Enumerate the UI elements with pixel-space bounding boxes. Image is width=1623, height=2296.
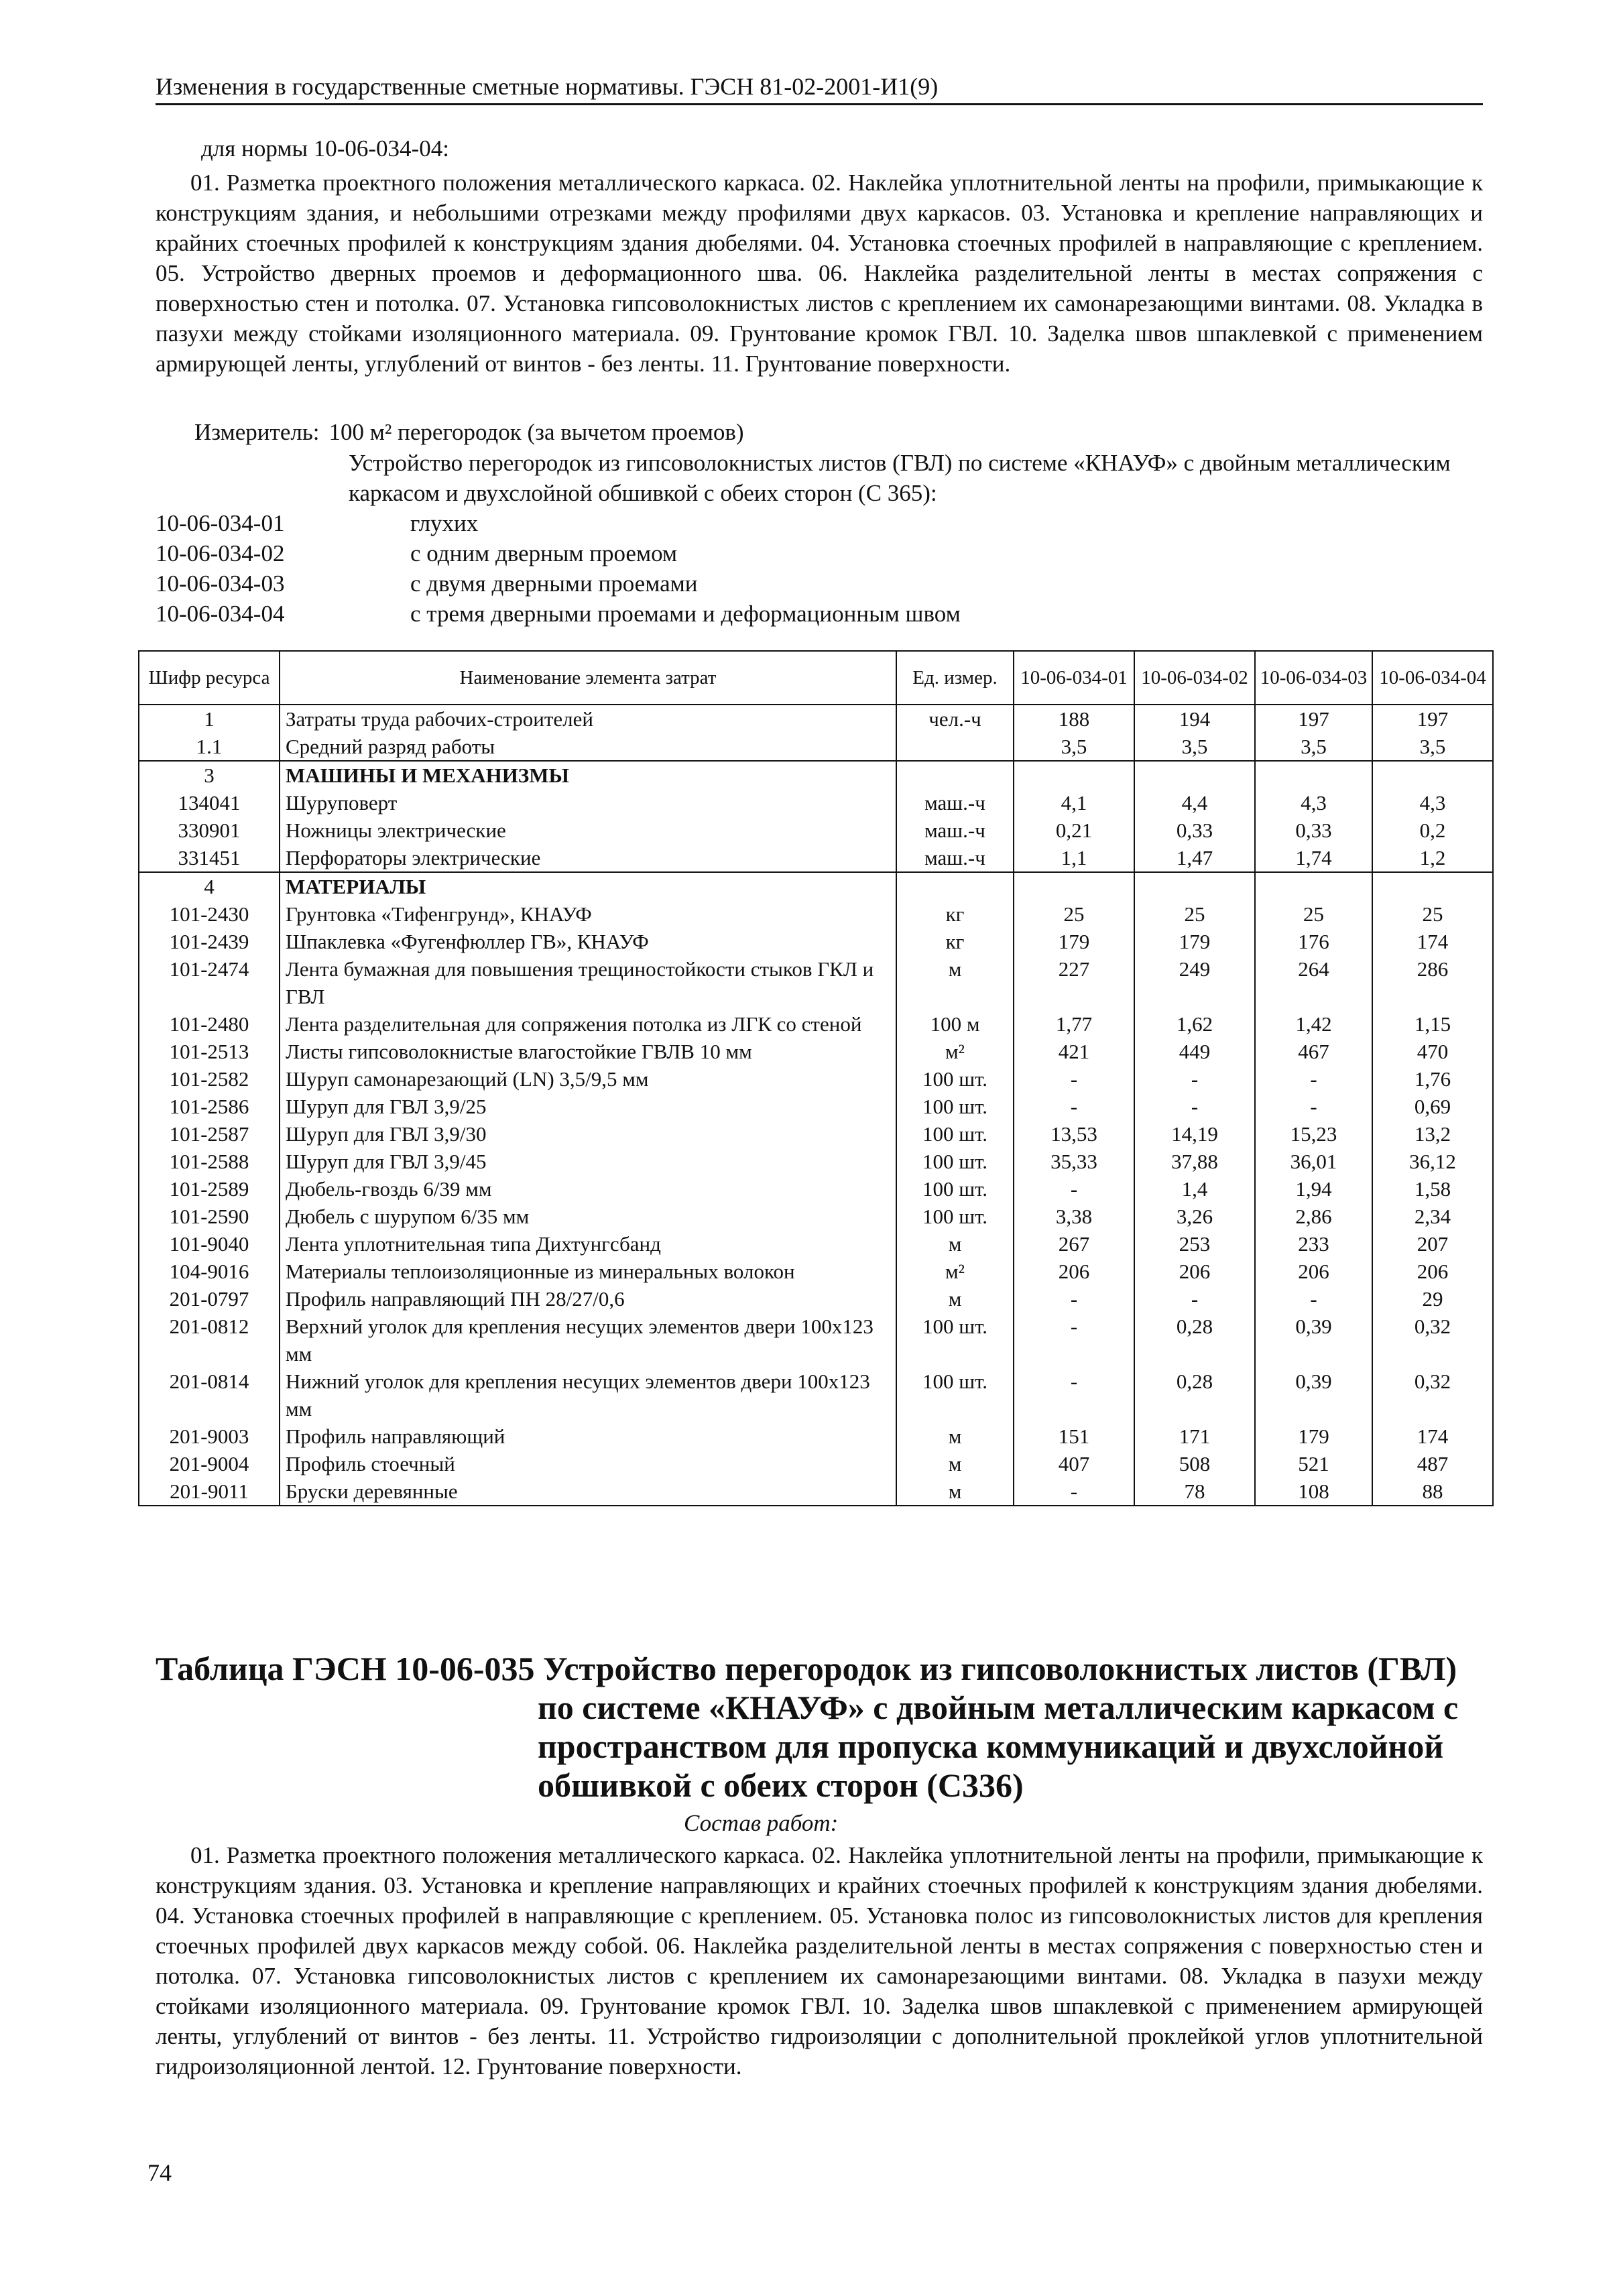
table-row — [139, 900, 1493, 928]
table-title-line-1: Таблица ГЭСН 10-06-035 Устройство перегородок из гипсоволокнистых листов (ГВЛ) — [156, 1650, 1457, 1687]
norm-value-cell: 179 — [1134, 928, 1255, 955]
resource-name-cell: Материалы теплоизоляционные из минеральных волокон — [280, 1258, 896, 1285]
table-row — [139, 1065, 1493, 1093]
norm-value-cell: 227 — [1014, 955, 1134, 1010]
resource-name-cell: Шуруп для ГВЛ 3,9/25 — [280, 1093, 896, 1120]
unit-cell: кг — [896, 928, 1014, 955]
norm-value-cell: 0,39 — [1255, 1368, 1372, 1423]
unit-cell — [896, 761, 1014, 789]
header-norm-2: 10-06-034-02 — [1134, 651, 1255, 705]
unit-cell: 100 шт. — [896, 1120, 1014, 1148]
norm-value-cell: - — [1255, 1065, 1372, 1093]
norm-value-cell: - — [1255, 1285, 1372, 1313]
unit-cell: м — [896, 1450, 1014, 1477]
resource-name-cell: Шуруповерт — [280, 789, 896, 817]
table-row — [139, 761, 1493, 789]
work-composition-text: 01. Разметка проектного положения металлического каркаса. 02. Наклейка уплотнительной ленты на профили, примыкающие к конструкциям здания, и небольшими отрезками между профилями двух каркасов. 03. Установка и крепление направляющих и крайних стоечных профилей к конструкциям здания дюбелями. 04. Установка стоечных профилей в направляющие с креплением. 05. Устройство дверных проемов и деформационного шва. 06. Наклейка разделительной ленты в местах сопряжения с поверхностью стен и потолка. 07. Установка гипсоволокнистых листов с креплением их самонарезающими винтами. 08. Укладка в пазухи между стойками изоляционного материала. 09. Грунтование кромок ГВЛ. 10. Заделка швов шпаклевкой с применением армирующей ленты, углублений от винтов - без ленты. 11. Грунтование поверхности. — [156, 170, 1483, 377]
unit-cell: маш.-ч — [896, 844, 1014, 872]
unit-cell: 100 шт. — [896, 1368, 1014, 1423]
norm-value-cell: 249 — [1134, 955, 1255, 1010]
norm-value-cell: 1,4 — [1134, 1175, 1255, 1203]
norm-value-cell: 470 — [1372, 1038, 1493, 1065]
norm-value-cell: 88 — [1372, 1477, 1493, 1506]
norm-value-cell: 151 — [1014, 1423, 1134, 1450]
norm-value-cell: 467 — [1255, 1038, 1372, 1065]
resource-name-cell: Перфораторы электрические — [280, 844, 896, 872]
norm-value-cell: 25 — [1255, 900, 1372, 928]
norm-value-cell: 0,39 — [1255, 1313, 1372, 1368]
unit-cell: 100 шт. — [896, 1175, 1014, 1203]
norm-variant-name: глухих — [410, 510, 479, 536]
norm-code-item — [156, 538, 1483, 568]
norm-value-cell: 233 — [1255, 1230, 1372, 1258]
norm-value-cell: 197 — [1372, 705, 1493, 733]
norm-value-cell: 1,42 — [1255, 1010, 1372, 1038]
resource-code-cell: 101-2589 — [139, 1175, 280, 1203]
norm-value-cell: - — [1014, 1285, 1134, 1313]
norm-value-cell: 286 — [1372, 955, 1493, 1010]
norm-value-cell: 1,74 — [1255, 844, 1372, 872]
table-row — [139, 1230, 1493, 1258]
norm-value-cell: - — [1014, 1368, 1134, 1423]
table-title — [156, 1649, 1483, 1805]
measure-line — [194, 419, 744, 446]
norm-value-cell: 78 — [1134, 1477, 1255, 1506]
header-name: Наименование элемента затрат — [280, 651, 896, 705]
norm-value-cell: 108 — [1255, 1477, 1372, 1506]
norm-value-cell: - — [1014, 1065, 1134, 1093]
table-row — [139, 1258, 1493, 1285]
resource-code-cell: 101-2430 — [139, 900, 280, 928]
measure-value: 100 м² перегородок (за вычетом проемов) — [328, 419, 744, 445]
resource-name-cell: Нижний уголок для крепления несущих элементов двери 100х123 мм — [280, 1368, 896, 1423]
resource-name-cell: Дюбель-гвоздь 6/39 мм — [280, 1175, 896, 1203]
norm-value-cell: 0,33 — [1255, 817, 1372, 844]
unit-cell: 100 м — [896, 1010, 1014, 1038]
resource-code-cell: 101-2474 — [139, 955, 280, 1010]
norm-value-cell: 25 — [1134, 900, 1255, 928]
unit-cell: м² — [896, 1038, 1014, 1065]
table-row — [139, 705, 1493, 733]
resource-code-cell: 201-0814 — [139, 1368, 280, 1423]
norm-value-cell: 36,01 — [1255, 1148, 1372, 1175]
norm-code: 10-06-034-03 — [156, 570, 285, 597]
norm-value-cell: 1,58 — [1372, 1175, 1493, 1203]
norm-value-cell: - — [1134, 1065, 1255, 1093]
table-row — [139, 1368, 1493, 1423]
resource-name-cell: Листы гипсоволокнистые влагостойкие ГВЛВ 10 мм — [280, 1038, 896, 1065]
norm-value-cell: 0,33 — [1134, 817, 1255, 844]
unit-cell: м — [896, 1230, 1014, 1258]
norm-code: 10-06-034-04 — [156, 601, 285, 627]
unit-cell: 100 шт. — [896, 1093, 1014, 1120]
resource-name-cell: Дюбель с шурупом 6/35 мм — [280, 1203, 896, 1230]
norm-value-cell: 1,15 — [1372, 1010, 1493, 1038]
resource-code-cell: 101-2586 — [139, 1093, 280, 1120]
norm-value-cell: 407 — [1014, 1450, 1134, 1477]
resource-name-cell: Ножницы электрические — [280, 817, 896, 844]
norm-value-cell: - — [1014, 1093, 1134, 1120]
resource-code-cell: 104-9016 — [139, 1258, 280, 1285]
unit-cell: чел.-ч — [896, 705, 1014, 733]
resource-code-cell: 101-2588 — [139, 1148, 280, 1175]
norm-value-cell: 521 — [1255, 1450, 1372, 1477]
table-row — [139, 1120, 1493, 1148]
resource-code-cell: 4 — [139, 872, 280, 900]
norm-value-cell: 13,53 — [1014, 1120, 1134, 1148]
norm-value-cell: 3,26 — [1134, 1203, 1255, 1230]
norm-value-cell — [1014, 761, 1134, 789]
norm-value-cell: 2,34 — [1372, 1203, 1493, 1230]
norm-code: 10-06-034-01 — [156, 510, 285, 536]
measure-label: Измеритель: — [194, 419, 320, 445]
work-composition-text-2: 01. Разметка проектного положения металлического каркаса. 02. Наклейка уплотнительной ленты на профили, примыкающие к конструкциям здания. 03. Установка и крепление направляющих и крайних стоечных профилей к конструкциям здания дюбелями. 04. Установка стоечных профилей в направляющие с креплением. 05. Установка полос из гипсоволокнистых листов для крепления стоечных профилей двух каркасов между собой. 06. Наклейка разделительной ленты в местах сопряжения с поверхностью стен и потолка. 07. Установка гипсоволокнистых листов с креплением их самонарезающими винтами. 08. Укладка в пазухи между стойками изоляционного материала. 09. Грунтование кромок ГВЛ. 10. Заделка швов шпаклевкой с применением армирующей ленты, углублений от винтов - без ленты. 11. Устройство гидроизоляции с дополнительной проклейкой углов уплотнительной гидроизоляционной лентой. 12. Грунтование поверхности. — [156, 1842, 1483, 2079]
norm-value-cell — [1134, 761, 1255, 789]
table-header-row — [139, 651, 1493, 705]
norm-value-cell: 176 — [1255, 928, 1372, 955]
resource-name-cell: Шуруп для ГВЛ 3,9/30 — [280, 1120, 896, 1148]
unit-cell — [896, 872, 1014, 900]
table-row — [139, 789, 1493, 817]
resource-code-cell: 101-9040 — [139, 1230, 280, 1258]
norm-variant-name: с двумя дверными проемами — [410, 570, 698, 597]
norm-value-cell: 0,32 — [1372, 1368, 1493, 1423]
unit-cell: 100 шт. — [896, 1065, 1014, 1093]
norm-value-cell: 0,28 — [1134, 1313, 1255, 1368]
norm-value-cell: 15,23 — [1255, 1120, 1372, 1148]
norm-value-cell: 1,94 — [1255, 1175, 1372, 1203]
norm-value-cell: 264 — [1255, 955, 1372, 1010]
norm-value-cell: 37,88 — [1134, 1148, 1255, 1175]
norm-value-cell: - — [1134, 1285, 1255, 1313]
resource-name-cell: Верхний уголок для крепления несущих элементов двери 100х123 мм — [280, 1313, 896, 1368]
unit-cell: маш.-ч — [896, 789, 1014, 817]
norm-code-item — [156, 508, 1483, 538]
table-row — [139, 1477, 1493, 1506]
resource-name-cell: Лента уплотнительная типа Дихтунгсбанд — [280, 1230, 896, 1258]
table-row — [139, 733, 1493, 761]
table-row — [139, 1203, 1493, 1230]
unit-cell: м² — [896, 1258, 1014, 1285]
norm-value-cell: 206 — [1134, 1258, 1255, 1285]
norm-value-cell: 0,28 — [1134, 1368, 1255, 1423]
resource-name-cell: Шуруп самонарезающий (LN) 3,5/9,5 мм — [280, 1065, 896, 1093]
resource-name-cell: Лента бумажная для повышения трещиностойкости стыков ГКЛ и ГВЛ — [280, 955, 896, 1010]
table-row — [139, 1093, 1493, 1120]
norm-value-cell: 3,5 — [1134, 733, 1255, 761]
norm-label: для нормы 10-06-034-04: — [201, 135, 449, 162]
norm-value-cell: 421 — [1014, 1038, 1134, 1065]
resource-name-cell: МАТЕРИАЛЫ — [280, 872, 896, 900]
norm-value-cell: 206 — [1255, 1258, 1372, 1285]
norm-value-cell: 1,76 — [1372, 1065, 1493, 1093]
resource-code-cell: 134041 — [139, 789, 280, 817]
norm-value-cell: 36,12 — [1372, 1148, 1493, 1175]
table-row — [139, 872, 1493, 900]
header-norm-3: 10-06-034-03 — [1255, 651, 1372, 705]
norm-value-cell: 0,32 — [1372, 1313, 1493, 1368]
resource-name-cell: Средний разряд работы — [280, 733, 896, 761]
table-row — [139, 1038, 1493, 1065]
norm-value-cell: 29 — [1372, 1285, 1493, 1313]
norm-value-cell — [1014, 872, 1134, 900]
norm-value-cell: 4,1 — [1014, 789, 1134, 817]
header-norm-4: 10-06-034-04 — [1372, 651, 1493, 705]
header-code: Шифр ресурса — [139, 651, 280, 705]
norm-value-cell: 25 — [1014, 900, 1134, 928]
table-row — [139, 1313, 1493, 1368]
norm-code-item — [156, 568, 1483, 599]
norm-value-cell: 3,38 — [1014, 1203, 1134, 1230]
unit-cell: маш.-ч — [896, 817, 1014, 844]
norm-code-item — [156, 599, 1483, 629]
norm-value-cell: 179 — [1255, 1423, 1372, 1450]
norm-value-cell: 197 — [1255, 705, 1372, 733]
table-row — [139, 1010, 1493, 1038]
resource-name-cell: Профиль стоечный — [280, 1450, 896, 1477]
norm-value-cell — [1255, 872, 1372, 900]
composition-label: Состав работ: — [684, 1810, 839, 1836]
norm-code: 10-06-034-02 — [156, 540, 285, 566]
norm-value-cell: 253 — [1134, 1230, 1255, 1258]
norm-value-cell: 179 — [1014, 928, 1134, 955]
unit-cell: кг — [896, 900, 1014, 928]
table-row — [139, 1148, 1493, 1175]
norm-value-cell: 0,21 — [1014, 817, 1134, 844]
norm-value-cell: 487 — [1372, 1450, 1493, 1477]
resource-code-cell: 201-9003 — [139, 1423, 280, 1450]
norm-value-cell: 1,2 — [1372, 844, 1493, 872]
resource-name-cell: Грунтовка «Тифенгрунд», КНАУФ — [280, 900, 896, 928]
resource-name-cell: Шуруп для ГВЛ 3,9/45 — [280, 1148, 896, 1175]
resource-code-cell: 101-2590 — [139, 1203, 280, 1230]
norm-value-cell — [1372, 872, 1493, 900]
table-row — [139, 844, 1493, 872]
table-row — [139, 817, 1493, 844]
norm-value-cell: 4,4 — [1134, 789, 1255, 817]
norm-value-cell: 14,19 — [1134, 1120, 1255, 1148]
resource-code-cell: 101-2513 — [139, 1038, 280, 1065]
norm-value-cell — [1134, 872, 1255, 900]
header-norm-1: 10-06-034-01 — [1014, 651, 1134, 705]
norm-value-cell: - — [1014, 1313, 1134, 1368]
norm-name: Устройство перегородок из гипсоволокнистых листов (ГВЛ) по системе «КНАУФ» с двойным металлическим каркасом и двухслойной обшивкой с обеих сторон (С 365): — [349, 450, 1451, 506]
norm-value-cell: - — [1014, 1477, 1134, 1506]
norm-variant-name: с тремя дверными проемами и деформационным швом — [410, 601, 961, 627]
table-row — [139, 955, 1493, 1010]
resource-name-cell: Профиль направляющий — [280, 1423, 896, 1450]
resource-code-cell: 101-2480 — [139, 1010, 280, 1038]
norm-code-list — [156, 508, 1483, 629]
table-body — [139, 705, 1493, 1506]
header-unit: Ед. измер. — [896, 651, 1014, 705]
resource-name-cell: Затраты труда рабочих-строителей — [280, 705, 896, 733]
resource-code-cell: 201-9004 — [139, 1450, 280, 1477]
norm-value-cell: 174 — [1372, 1423, 1493, 1450]
resource-code-cell: 330901 — [139, 817, 280, 844]
norm-value-cell: 171 — [1134, 1423, 1255, 1450]
norm-value-cell: 1,62 — [1134, 1010, 1255, 1038]
norm-value-cell: 449 — [1134, 1038, 1255, 1065]
norm-value-cell: 0,69 — [1372, 1093, 1493, 1120]
norm-value-cell: 35,33 — [1014, 1148, 1134, 1175]
norm-value-cell: 207 — [1372, 1230, 1493, 1258]
norm-value-cell: - — [1255, 1093, 1372, 1120]
norm-value-cell: 206 — [1372, 1258, 1493, 1285]
norm-value-cell: 4,3 — [1372, 789, 1493, 817]
unit-cell: м — [896, 1423, 1014, 1450]
unit-cell: м — [896, 955, 1014, 1010]
norm-value-cell: 13,2 — [1372, 1120, 1493, 1148]
norm-value-cell: 2,86 — [1255, 1203, 1372, 1230]
norm-value-cell: 4,3 — [1255, 789, 1372, 817]
unit-cell: 100 шт. — [896, 1313, 1014, 1368]
resource-code-cell: 201-0812 — [139, 1313, 280, 1368]
resource-name-cell: МАШИНЫ И МЕХАНИЗМЫ — [280, 761, 896, 789]
unit-cell — [896, 733, 1014, 761]
resource-name-cell: Бруски деревянные — [280, 1477, 896, 1506]
resource-code-cell: 101-2587 — [139, 1120, 280, 1148]
norm-value-cell: 1,1 — [1014, 844, 1134, 872]
resource-code-cell: 201-9011 — [139, 1477, 280, 1506]
norm-value-cell: 25 — [1372, 900, 1493, 928]
norm-value-cell — [1372, 761, 1493, 789]
resource-table — [138, 650, 1494, 1506]
table-row — [139, 1175, 1493, 1203]
resource-code-cell: 201-0797 — [139, 1285, 280, 1313]
unit-cell: м — [896, 1285, 1014, 1313]
unit-cell: м — [896, 1477, 1014, 1506]
norm-value-cell — [1255, 761, 1372, 789]
resource-code-cell: 3 — [139, 761, 280, 789]
unit-cell: 100 шт. — [896, 1203, 1014, 1230]
norm-value-cell: 3,5 — [1255, 733, 1372, 761]
norm-value-cell: 194 — [1134, 705, 1255, 733]
norm-value-cell: 508 — [1134, 1450, 1255, 1477]
table-row — [139, 1285, 1493, 1313]
norm-value-cell: - — [1014, 1175, 1134, 1203]
table-row — [139, 1423, 1493, 1450]
page-number: 74 — [147, 2159, 172, 2186]
resource-name-cell: Шпаклевка «Фугенфюллер ГВ», КНАУФ — [280, 928, 896, 955]
table-title-line-2: по системе «КНАУФ» с двойным металлическим каркасом с пространством для пропуска коммуникаций и двухслойной обшивкой с обеих сторон (С336) — [538, 1689, 1459, 1804]
norm-value-cell: 1,77 — [1014, 1010, 1134, 1038]
resource-code-cell: 101-2439 — [139, 928, 280, 955]
resource-code-cell: 1.1 — [139, 733, 280, 761]
table-row — [139, 1450, 1493, 1477]
resource-name-cell: Профиль направляющий ПН 28/27/0,6 — [280, 1285, 896, 1313]
norm-value-cell: 267 — [1014, 1230, 1134, 1258]
norm-value-cell: 1,47 — [1134, 844, 1255, 872]
norm-value-cell: 188 — [1014, 705, 1134, 733]
norm-value-cell: - — [1134, 1093, 1255, 1120]
norm-value-cell: 3,5 — [1014, 733, 1134, 761]
running-header: Изменения в государственные сметные нормативы. ГЭСН 81-02-2001-И1(9) — [156, 72, 1483, 105]
resource-name-cell: Лента разделительная для сопряжения потолка из ЛГК со стеной — [280, 1010, 896, 1038]
norm-value-cell: 0,2 — [1372, 817, 1493, 844]
resource-code-cell: 1 — [139, 705, 280, 733]
resource-code-cell: 101-2582 — [139, 1065, 280, 1093]
norm-value-cell: 206 — [1014, 1258, 1134, 1285]
unit-cell: 100 шт. — [896, 1148, 1014, 1175]
norm-variant-name: с одним дверным проемом — [410, 540, 678, 566]
resource-code-cell: 331451 — [139, 844, 280, 872]
norm-value-cell: 3,5 — [1372, 733, 1493, 761]
norm-value-cell: 174 — [1372, 928, 1493, 955]
table-row — [139, 928, 1493, 955]
